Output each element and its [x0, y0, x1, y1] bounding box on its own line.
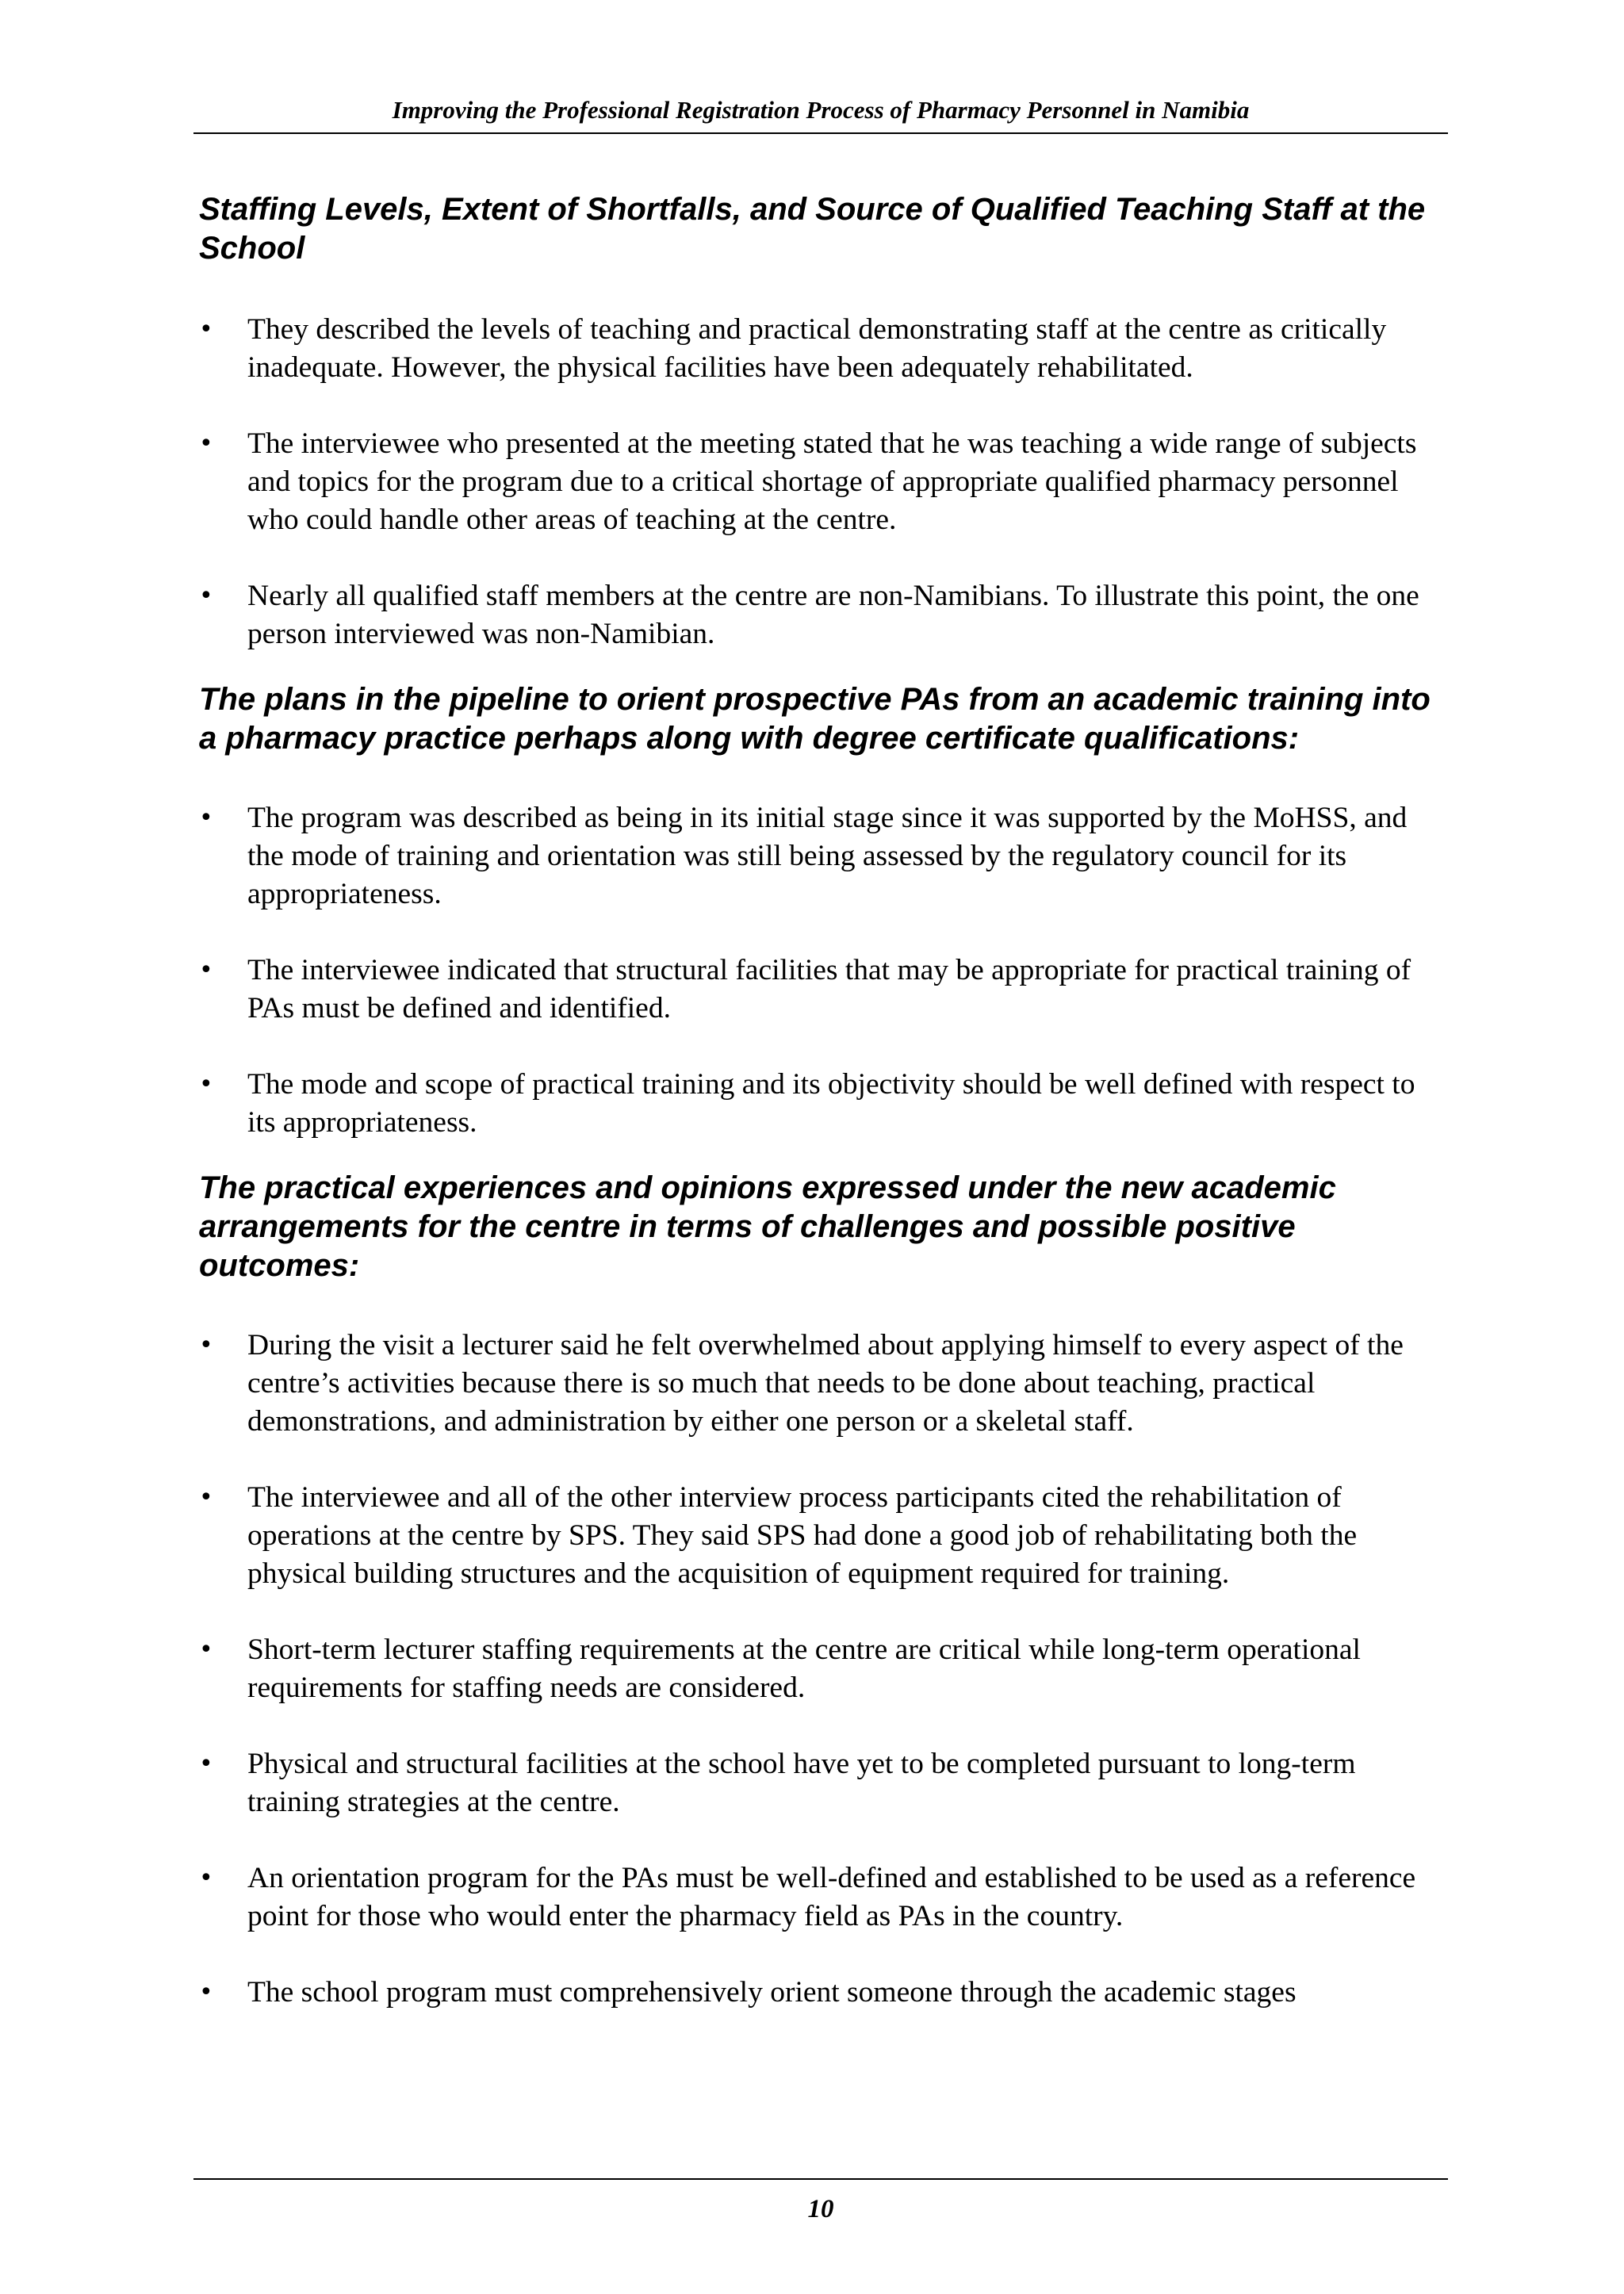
header-divider — [193, 132, 1448, 134]
bullet-item: • During the visit a lecturer said he felt overwhelmed about applying himself to every aspect of the centre’s activities because there is so much that needs to be done about teaching, practical demonstrations, and administration by either one person or a skeletal staff. — [199, 1327, 1436, 1441]
bullet-item: • Short-term lecturer staffing requirements at the centre are critical while long-term operational requirements for staffing needs are considered. — [199, 1631, 1436, 1707]
bullet-item: • The interviewee who presented at the meeting stated that he was teaching a wide range of subjects and topics for the program due to a critical shortage of appropriate qualified pharmacy personnel who could handle other areas of teaching at the centre. — [199, 425, 1436, 539]
section-heading-experiences: The practical experiences and opinions expressed under the new academic arrangements for the centre in terms of challenges and possible positive outcomes: — [199, 1170, 1336, 1283]
bullet-item: • The program was described as being in its initial stage since it was supported by the MoHSS, and the mode of training and orientation was still being assessed by the regulatory council for its appropriateness. — [199, 799, 1436, 913]
section-heading-staffing: Staffing Levels, Extent of Shortfalls, and Source of Qualified Teaching Staff at the School — [199, 192, 1426, 266]
bullet-item: • They described the levels of teaching and practical demonstrating staff at the centre as critically inadequate. However, the physical facilities have been adequately rehabilitated. — [199, 311, 1436, 387]
bullet-item: • Physical and structural facilities at the school have yet to be completed pursuant to long-term training strategies at the centre. — [199, 1745, 1436, 1821]
bullet-item: • Nearly all qualified staff members at the centre are non-Namibians. To illustrate this point, the one person interviewed was non-Namibian. — [199, 577, 1436, 653]
section-heading-plans: The plans in the pipeline to orient prospective PAs from an academic training into a pharmacy practice perhaps along with degree certificate qualifications: — [199, 682, 1431, 756]
running-header: Improving the Professional Registration Process of Pharmacy Personnel in Namibia — [392, 96, 1250, 124]
footer-divider — [193, 2178, 1448, 2180]
bullet-list-experiences — [199, 1327, 1436, 2012]
bullet-item: • The mode and scope of practical training and its objectivity should be well defined with respect to its appropriateness. — [199, 1066, 1436, 1142]
bullet-list-staffing — [199, 311, 1436, 653]
bullet-item: • The interviewee and all of the other interview process participants cited the rehabilitation of operations at the centre by SPS. They said SPS had done a good job of rehabilitating both the physical building structures and the acquisition of equipment required for training. — [199, 1479, 1436, 1593]
page-body — [199, 190, 1436, 2012]
page-number: 10 — [807, 2195, 834, 2223]
bullet-item: • The interviewee indicated that structural facilities that may be appropriate for practical training of PAs must be defined and identified. — [199, 952, 1436, 1028]
bullet-item: • An orientation program for the PAs must be well-defined and established to be used as a reference point for those who would enter the pharmacy field as PAs in the country. — [199, 1859, 1436, 1936]
bullet-list-plans — [199, 799, 1436, 1142]
bullet-item: • The school program must comprehensively orient someone through the academic stages — [199, 1974, 1436, 2012]
